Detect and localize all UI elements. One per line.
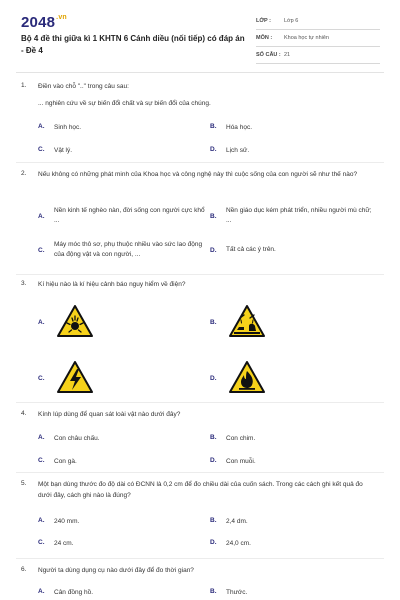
meta-key: SỐ CÂU : bbox=[256, 52, 281, 58]
option-a[interactable] bbox=[38, 319, 54, 326]
option-a[interactable] bbox=[38, 123, 81, 133]
option-text: Hóa học. bbox=[226, 124, 253, 131]
high-voltage-warning-icon[interactable] bbox=[56, 360, 94, 394]
meta-key: MÔN : bbox=[256, 35, 273, 41]
option-text: Con muỗi. bbox=[226, 458, 256, 465]
option-letter: A. bbox=[38, 319, 45, 326]
option-c[interactable] bbox=[38, 539, 74, 549]
option-text: Lịch sử. bbox=[226, 147, 250, 154]
option-letter: A. bbox=[38, 517, 45, 524]
option-d[interactable] bbox=[210, 375, 226, 382]
option-c[interactable] bbox=[38, 375, 54, 382]
option-b[interactable] bbox=[210, 434, 255, 444]
question-subtext: ... nghiên cứu về sự biến đổi chất và sự biến đổi của chúng. bbox=[38, 100, 211, 107]
option-c[interactable] bbox=[38, 146, 72, 156]
option-text: Con châu chấu. bbox=[54, 435, 100, 442]
option-text: Cân đồng hồ. bbox=[54, 589, 94, 596]
option-letter: B. bbox=[210, 212, 217, 220]
meta-row-subject bbox=[256, 30, 380, 47]
option-b[interactable] bbox=[210, 319, 226, 326]
option-letter: A. bbox=[38, 434, 45, 441]
question-number: 2. bbox=[21, 170, 27, 177]
option-text: Sinh học. bbox=[54, 124, 82, 131]
question-text: Kí hiệu nào là kí hiệu cảnh báo nguy hiểm về điện? bbox=[38, 281, 186, 288]
option-text: 240 mm. bbox=[54, 518, 80, 525]
document-meta bbox=[256, 13, 380, 64]
option-text: Máy móc thô sơ, phụ thuộc nhiều vào sức lao động của động vật và con người, ... bbox=[54, 241, 203, 258]
option-letter: D. bbox=[210, 539, 217, 546]
meta-value: Khoa học tự nhiên bbox=[284, 35, 329, 41]
option-letter: D. bbox=[210, 246, 217, 254]
meta-value: 21 bbox=[284, 52, 291, 58]
question-number: 1. bbox=[21, 82, 27, 89]
option-letter: A. bbox=[38, 212, 45, 220]
question-separator bbox=[16, 162, 384, 163]
option-text: Tất cả các ý trên. bbox=[226, 246, 276, 253]
flammable-warning-icon[interactable] bbox=[228, 360, 266, 394]
option-text: 24,0 cm. bbox=[226, 540, 251, 547]
option-text: Nền kinh tế nghèo nàn, đời sống con người cực khổ ... bbox=[54, 207, 205, 224]
explosive-warning-icon[interactable] bbox=[56, 304, 94, 338]
option-letter: C. bbox=[38, 457, 45, 464]
option-a[interactable] bbox=[38, 588, 93, 598]
option-letter: B. bbox=[210, 319, 217, 326]
option-letter: C. bbox=[38, 539, 45, 546]
option-text: Nền giáo dục kém phát triển, nhiều người mù chữ; ... bbox=[226, 207, 372, 224]
question-number: 4. bbox=[21, 410, 27, 417]
option-letter: A. bbox=[38, 123, 45, 130]
question-number: 5. bbox=[21, 480, 27, 487]
option-text: 2,4 dm. bbox=[226, 518, 248, 525]
option-text: Thước. bbox=[226, 589, 248, 596]
option-d[interactable] bbox=[210, 146, 249, 156]
option-b[interactable] bbox=[210, 123, 252, 133]
option-text: Vật lý. bbox=[54, 147, 73, 154]
option-text: 24 cm. bbox=[54, 540, 74, 547]
option-d[interactable] bbox=[210, 539, 251, 549]
question-number: 3. bbox=[21, 280, 27, 287]
option-b[interactable] bbox=[210, 588, 247, 598]
question-text: Người ta dùng dụng cụ nào dưới đây để đo thời gian? bbox=[38, 567, 194, 574]
option-b[interactable] bbox=[210, 517, 248, 527]
option-text: Con gà. bbox=[54, 458, 77, 465]
logo-main: 2048 bbox=[21, 14, 56, 31]
question-separator bbox=[16, 402, 384, 403]
option-letter: B. bbox=[210, 434, 217, 441]
document-title: Bộ 4 đề thi giữa kì 1 KHTN 6 Cánh diều (nối tiếp) có đáp án - Đề 4 bbox=[21, 34, 245, 55]
question-separator bbox=[16, 472, 384, 473]
option-letter: C. bbox=[38, 375, 45, 382]
page-header bbox=[0, 0, 400, 72]
option-d[interactable] bbox=[210, 457, 256, 467]
question-text: Nếu không có những phát minh của Khoa học và công nghệ này thì cuộc sống của con người sẽ như thế nào? bbox=[38, 171, 358, 178]
meta-row-question-count bbox=[256, 47, 380, 64]
site-logo[interactable] bbox=[21, 14, 67, 31]
option-c[interactable] bbox=[38, 240, 208, 260]
option-c[interactable] bbox=[38, 457, 77, 467]
question-number: 6. bbox=[21, 566, 27, 573]
option-b[interactable] bbox=[210, 206, 380, 226]
option-letter: C. bbox=[38, 246, 45, 254]
question-separator bbox=[16, 274, 384, 275]
option-a[interactable] bbox=[38, 206, 208, 226]
option-letter: D. bbox=[210, 457, 217, 464]
meta-value: Lớp 6 bbox=[284, 18, 299, 24]
option-letter: A. bbox=[38, 588, 45, 595]
option-letter: B. bbox=[210, 588, 217, 595]
option-a[interactable] bbox=[38, 434, 100, 444]
option-d[interactable] bbox=[210, 245, 276, 255]
option-letter: D. bbox=[210, 146, 217, 153]
question-text: Một bạn dùng thước đo độ dài có ĐCNN là 0,2 cm để đo chiều dài của cuốn sách. Trong các cách ghi kết quả đo dưới đây, cách ghi nào là đúng? bbox=[38, 481, 363, 499]
meta-row-class bbox=[256, 13, 380, 30]
header-divider bbox=[16, 72, 384, 73]
option-a[interactable] bbox=[38, 517, 79, 527]
logo-suffix: .vn bbox=[56, 14, 67, 21]
question-separator bbox=[16, 558, 384, 559]
corrosive-warning-icon[interactable] bbox=[228, 304, 266, 338]
option-letter: B. bbox=[210, 517, 217, 524]
option-letter: D. bbox=[210, 375, 217, 382]
option-text: Con chim. bbox=[226, 435, 256, 442]
option-letter: C. bbox=[38, 146, 45, 153]
meta-key: LỚP : bbox=[256, 18, 271, 24]
question-text: Kính lúp dùng để quan sát loài vật nào dưới đây? bbox=[38, 411, 181, 418]
option-letter: B. bbox=[210, 123, 217, 130]
question-text: Điền vào chỗ ".." trong câu sau: bbox=[38, 83, 129, 90]
